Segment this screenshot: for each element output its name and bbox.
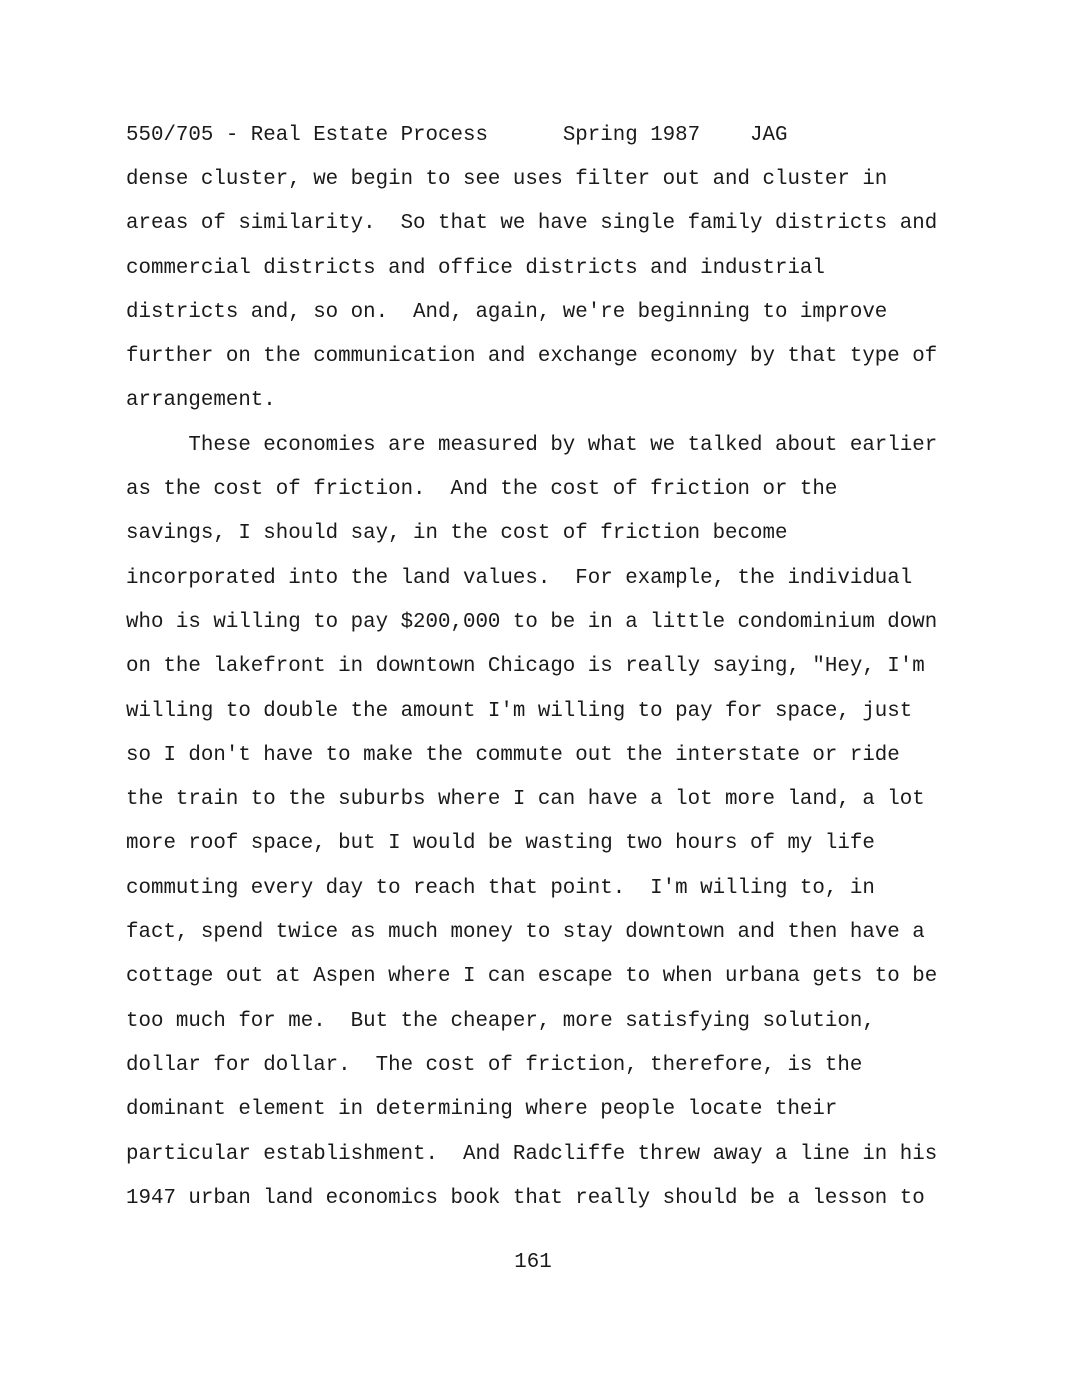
text-line: commuting every day to reach that point. I'm willing to, in xyxy=(126,876,875,900)
text-line: savings, I should say, in the cost of friction become xyxy=(126,522,788,546)
text-line: fact, spend twice as much money to stay downtown and then have a xyxy=(126,921,925,945)
text-line: districts and, so on. And, again, we're beginning to improve xyxy=(126,300,888,324)
term: Spring 1987 xyxy=(562,124,701,147)
text-line: on the lakefront in downtown Chicago is really saying, "Hey, I'm xyxy=(126,655,925,679)
text-line: commercial districts and office districts and industrial xyxy=(126,256,825,280)
text-line: so I don't have to make the commute out the interstate or ride xyxy=(126,743,900,767)
transcript-body xyxy=(126,166,956,1229)
text-line: arrangement. xyxy=(126,389,276,413)
text-line: as the cost of friction. And the cost of friction or the xyxy=(126,478,838,502)
text-line: the train to the suburbs where I can have a lot more land, a lot xyxy=(126,788,925,812)
text-line: dense cluster, we begin to see uses filter out and cluster in xyxy=(126,168,888,191)
text-line: particular establishment. And Radcliffe threw away a line in his xyxy=(126,1142,938,1166)
text-line: too much for me. But the cheaper, more satisfying solution, xyxy=(126,1009,875,1033)
author-initials: JAG xyxy=(750,124,788,147)
text-line: willing to double the amount I'm willing to pay for space, just xyxy=(126,699,913,723)
text-line: who is willing to pay $200,000 to be in a little condominium down xyxy=(126,610,938,634)
text-line: areas of similarity. So that we have single family districts and xyxy=(126,212,938,236)
text-line: incorporated into the land values. For example, the individual xyxy=(126,566,913,590)
page-header xyxy=(126,122,788,150)
page-number: 161 xyxy=(514,1251,552,1274)
text-line: dollar for dollar. The cost of friction, therefore, is the xyxy=(126,1053,863,1077)
text-line: cottage out at Aspen where I can escape to when urbana gets to be xyxy=(126,965,938,989)
text-line: 1947 urban land economics book that really should be a lesson to xyxy=(126,1186,925,1210)
text-line: These economies are measured by what we talked about earlier xyxy=(126,433,938,457)
text-line: further on the communication and exchange economy by that type of xyxy=(126,345,938,369)
text-line: dominant element in determining where people locate their xyxy=(126,1098,838,1122)
text-line: more roof space, but I would be wasting two hours of my life xyxy=(126,832,875,856)
course-title: 550/705 - Real Estate Process xyxy=(126,124,488,147)
